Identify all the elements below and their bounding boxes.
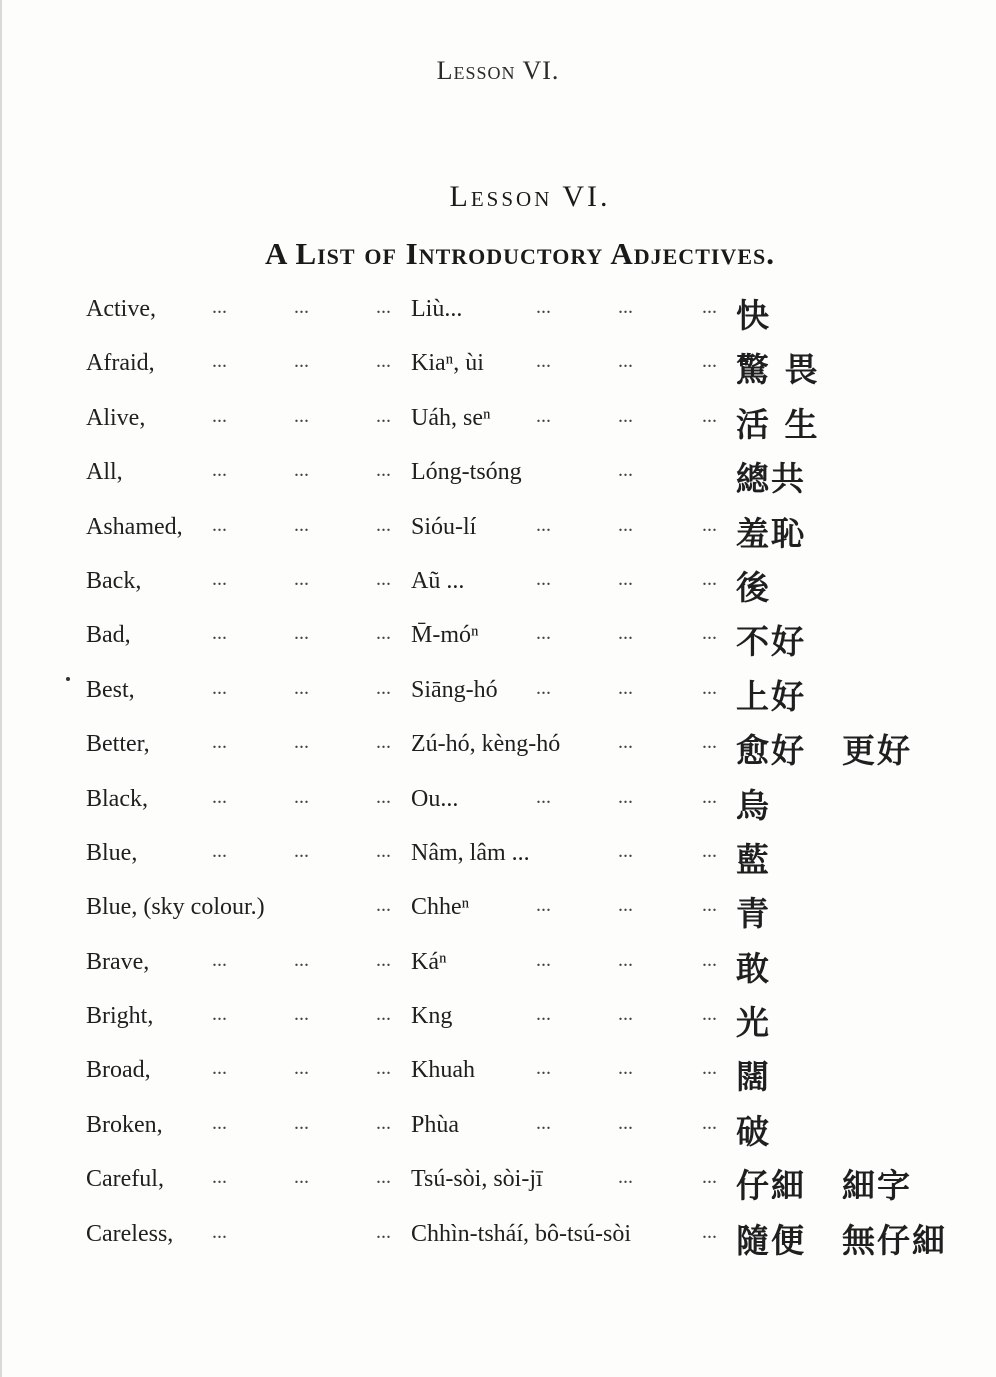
leader-dots: ... [212,1220,227,1243]
chinese-characters: 藍 [736,839,771,879]
leader-dots: ... [294,1003,309,1026]
leader-dots: ... [618,567,633,590]
leader-dots: ... [376,622,391,645]
english-word: Afraid, [86,350,155,377]
leader-dots: ... [212,350,227,373]
list-item [0,995,996,1049]
leader-dots: ... [294,1166,309,1189]
romanized-word: Zú-hó, kèng-hó [411,731,561,758]
leader-dots: ... [212,1003,227,1026]
leader-dots: ... [212,839,227,862]
leader-dots: ... [376,1003,391,1026]
leader-dots: ... [376,1220,391,1243]
leader-dots: ... [702,894,717,917]
leader-dots: ... [376,296,391,318]
chinese-characters: 不好 [736,622,806,662]
leader-dots: ... [618,731,633,754]
leader-dots: ... [294,839,309,862]
english-word: Careful, [86,1166,164,1193]
list-item [0,288,996,342]
leader-dots: ... [212,785,227,808]
romanized-word: Phùa [411,1111,459,1138]
romanized-word: Aũ ... [411,567,465,594]
list-item [0,397,996,451]
leader-dots: ... [702,296,717,318]
leader-dots: ... [212,1057,227,1080]
romanized-word: Khuah [411,1057,475,1084]
list-item [0,1104,996,1158]
leader-dots: ... [294,404,309,427]
leader-dots: ... [618,839,633,862]
chinese-characters: 愈好 [736,731,806,771]
chinese-characters: 仔細 [736,1166,806,1206]
leader-dots: ... [294,1057,309,1080]
leader-dots: ... [376,1111,391,1134]
list-item [0,941,996,995]
chinese-characters: 闊 [736,1057,771,1097]
english-word: Ashamed, [86,513,183,540]
chinese-characters: 烏 [736,785,771,825]
romanized-word: Ou... [411,785,459,812]
leader-dots: ... [376,567,391,590]
leader-dots: ... [618,350,633,373]
english-word: Back, [86,567,142,594]
english-word: Brave, [86,948,150,975]
romanized-word: Sióu-lí [411,513,477,540]
leader-dots: ... [536,676,551,699]
english-word: All, [86,459,123,486]
english-word: Black, [86,785,148,812]
leader-dots: ... [618,622,633,645]
english-word: Better, [86,731,150,758]
leader-dots: ... [536,513,551,536]
leader-dots: ... [212,1111,227,1134]
leader-dots: ... [212,948,227,971]
leader-dots: ... [702,1057,717,1080]
leader-dots: ... [536,350,551,373]
chinese-characters: 羞恥 [736,513,806,553]
list-item [0,723,996,777]
leader-dots: ... [702,1003,717,1026]
list-item [0,886,996,940]
list-item [0,1158,996,1212]
leader-dots: ... [376,839,391,862]
leader-dots: ... [618,296,633,318]
leader-dots: ... [702,1220,717,1243]
list-item [0,832,996,886]
list-item [0,778,996,832]
leader-dots: ... [702,839,717,862]
leader-dots: ... [376,1166,391,1189]
leader-dots: ... [294,459,309,482]
english-word: Broad, [86,1057,151,1084]
leader-dots: ... [618,894,633,917]
list-item [0,451,996,505]
leader-dots: ... [536,1057,551,1080]
leader-dots: ... [294,513,309,536]
leader-dots: ... [618,404,633,427]
leader-dots: ... [618,1111,633,1134]
leader-dots: ... [212,567,227,590]
romanized-word: Kiaⁿ, ùi [411,350,484,377]
leader-dots: ... [376,731,391,754]
leader-dots: ... [536,894,551,917]
leader-dots: ... [618,459,633,482]
chinese-characters: 活 生 [736,404,820,444]
leader-dots: ... [702,622,717,645]
leader-dots: ... [536,567,551,590]
leader-dots: ... [294,567,309,590]
leader-dots: ... [376,785,391,808]
list-item [0,342,996,396]
english-word: Careless, [86,1220,174,1247]
chinese-characters: 驚 畏 [736,350,820,390]
english-word: Alive, [86,404,146,431]
romanized-word: Kng [411,1003,453,1030]
chinese-characters-alt: 無仔細 [842,1220,947,1260]
leader-dots: ... [212,513,227,536]
leader-dots: ... [376,404,391,427]
leader-dots: ... [294,350,309,373]
english-word: Broken, [86,1111,163,1138]
leader-dots: ... [212,404,227,427]
leader-dots: ... [618,1003,633,1026]
leader-dots: ... [212,622,227,645]
leader-dots: ... [536,785,551,808]
chinese-characters: 破 [736,1111,771,1151]
leader-dots: ... [376,894,391,917]
leader-dots: ... [376,676,391,699]
leader-dots: ... [294,676,309,699]
leader-dots: ... [294,622,309,645]
english-word: Blue, (sky colour.) [86,894,265,921]
leader-dots: ... [376,459,391,482]
leader-dots: ... [376,513,391,536]
leader-dots: ... [536,948,551,971]
romanized-word: M̄-móⁿ [411,622,479,649]
leader-dots: ... [702,404,717,427]
romanized-word: Káⁿ [411,948,447,975]
leader-dots: ... [702,350,717,373]
running-head: Lesson VI. [436,56,560,85]
english-word: Active, [86,296,156,322]
english-word: Bright, [86,1003,154,1030]
leader-dots: ... [376,948,391,971]
leader-dots: ... [618,785,633,808]
leader-dots: ... [702,1166,717,1189]
leader-dots: ... [212,459,227,482]
chinese-characters: 後 [736,567,771,607]
leader-dots: ... [376,350,391,373]
leader-dots: ... [536,404,551,427]
leader-dots: ... [618,1166,633,1189]
leader-dots: ... [294,785,309,808]
list-item [0,669,996,723]
chinese-characters: 快 [736,296,771,335]
chinese-characters: 隨便 [736,1220,806,1260]
list-item [0,560,996,614]
leader-dots: ... [702,948,717,971]
leader-dots: ... [212,731,227,754]
leader-dots: ... [618,948,633,971]
lesson-title: Lesson VI. [449,180,611,213]
chinese-characters: 光 [736,1003,771,1043]
leader-dots: ... [702,676,717,699]
chinese-characters: 總共 [736,459,806,499]
ink-speck [66,677,70,681]
romanized-word: Lóng-tsóng [411,459,522,486]
romanized-word: Uáh, seⁿ [411,404,491,431]
leader-dots: ... [212,676,227,699]
leader-dots: ... [294,948,309,971]
leader-dots: ... [294,296,309,318]
romanized-word: Chhìn-tsháí, bô-tsú-sòi [411,1220,631,1247]
romanized-word: Chheⁿ [411,894,470,921]
romanized-word: Liù... [411,296,463,322]
vocabulary-list [0,288,996,1267]
leader-dots: ... [294,731,309,754]
chinese-characters: 敢 [736,948,771,988]
leader-dots: ... [212,296,227,318]
leader-dots: ... [702,785,717,808]
leader-dots: ... [536,622,551,645]
romanized-word: Nâm, lâm ... [411,839,530,866]
romanized-word: Tsú-sòi, sòi-jī [411,1166,543,1193]
leader-dots: ... [536,1111,551,1134]
romanized-word: Siāng-hó [411,676,498,703]
leader-dots: ... [618,513,633,536]
leader-dots: ... [702,513,717,536]
leader-dots: ... [702,731,717,754]
list-item [0,614,996,668]
leader-dots: ... [618,676,633,699]
chinese-characters: 青 [736,894,771,934]
leader-dots: ... [702,1111,717,1134]
leader-dots: ... [702,567,717,590]
leader-dots: ... [536,296,551,318]
leader-dots: ... [536,1003,551,1026]
leader-dots: ... [294,1111,309,1134]
list-item [0,506,996,560]
chinese-characters: 上好 [736,676,806,716]
chinese-characters-alt: 更好 [842,731,912,771]
english-word: Bad, [86,622,131,649]
chinese-characters-alt: 細字 [842,1166,912,1206]
list-title: A List of Introductory Adjectives. [265,236,775,271]
leader-dots: ... [212,1166,227,1189]
leader-dots: ... [376,1057,391,1080]
list-item [0,1049,996,1103]
english-word: Best, [86,676,135,703]
leader-dots: ... [618,1057,633,1080]
english-word: Blue, [86,839,138,866]
list-item [0,1213,996,1267]
